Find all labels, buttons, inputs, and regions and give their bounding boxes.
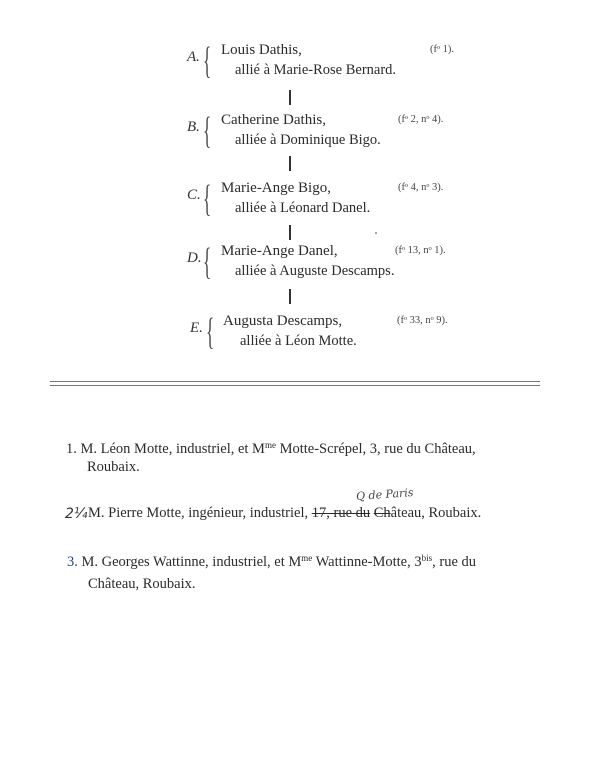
generation-letter: E. xyxy=(190,320,203,336)
divider-rule xyxy=(50,385,540,386)
entry-text: M. Georges Wattinne, industriel, et M xyxy=(77,554,302,570)
lineage-connector xyxy=(289,156,291,171)
address-entry-2 xyxy=(88,505,481,522)
brace-icon: { xyxy=(206,311,215,353)
folio-reference: (fᵒ 33, nᵒ 9). xyxy=(397,315,448,326)
handwritten-number: 2¼ xyxy=(65,506,88,522)
folio-reference: (fᵒ 1). xyxy=(430,44,455,55)
generation-letter: D. xyxy=(187,250,202,266)
spouse-line: alliée à Léonard Danel. xyxy=(235,200,371,216)
handwritten-correction: Q de Paris xyxy=(355,486,414,503)
folio-reference: (fᵒ 2, nᵒ 4). xyxy=(398,114,444,125)
entry-text: M. Pierre Motte, ingénieur, industriel, xyxy=(88,505,312,521)
entry-number: 1. xyxy=(66,441,77,457)
brace-icon: { xyxy=(203,178,212,220)
divider-rule xyxy=(50,381,540,382)
lineage-connector xyxy=(289,289,291,304)
folio-reference: (fᵒ 4, nᵒ 3). xyxy=(398,182,444,193)
person-name: Marie-Ange Danel, xyxy=(221,243,338,259)
spouse-line: allié à Marie-Rose Bernard. xyxy=(235,62,397,78)
brace-icon: { xyxy=(203,40,212,82)
brace-icon: { xyxy=(203,110,212,152)
lineage-connector xyxy=(289,225,291,240)
address-entry-3-continuation xyxy=(88,576,196,593)
person-name: Louis Dathis, xyxy=(221,42,302,58)
generation-letter: B. xyxy=(187,119,200,135)
spouse-line: alliée à Dominique Bigo. xyxy=(235,132,381,148)
superscript: bis xyxy=(421,553,433,563)
folio-reference: (fᵒ 13, nᵒ 1). xyxy=(395,245,446,256)
spouse-line: alliée à Léon Motte. xyxy=(240,333,357,349)
generation-letter: A. xyxy=(187,49,200,65)
entry-text: Wattinne-Motte, 3 xyxy=(312,554,422,570)
spouse-line: alliée à Auguste Descamps. xyxy=(235,263,395,279)
person-name: Catherine Dathis, xyxy=(221,112,326,128)
genealogy-entry-c xyxy=(0,180,598,224)
address-entry-3 xyxy=(67,553,476,571)
entry-number: 3. xyxy=(67,554,78,570)
entry-text: âteau, Roubaix. xyxy=(390,505,482,521)
entry-text: Château, Roubaix. xyxy=(88,576,196,592)
address-entry-1-continuation xyxy=(87,459,140,476)
genealogy-entry-e xyxy=(0,312,598,356)
entry-text: Motte-Scrépel, 3, rue du Château, xyxy=(275,441,476,457)
struck-text: 17, rue du xyxy=(311,505,371,521)
person-name: Marie-Ange Bigo, xyxy=(221,180,331,196)
generation-letter: C. xyxy=(187,187,201,203)
brace-icon: { xyxy=(203,241,212,283)
genealogy-entry-d xyxy=(0,243,598,287)
ink-speck xyxy=(375,232,377,234)
entry-text: M. Léon Motte, industriel, et M xyxy=(80,441,265,457)
person-name: Augusta Descamps, xyxy=(223,313,343,329)
entry-text: Roubaix. xyxy=(87,459,140,475)
address-entry-1 xyxy=(66,440,476,458)
struck-text: Ch xyxy=(373,505,391,521)
lineage-connector xyxy=(289,90,291,105)
entry-text: , rue du xyxy=(432,554,477,570)
genealogy-entry-b xyxy=(0,112,598,156)
superscript: me xyxy=(264,440,276,450)
genealogy-entry-a xyxy=(0,42,598,86)
superscript: me xyxy=(301,553,313,563)
